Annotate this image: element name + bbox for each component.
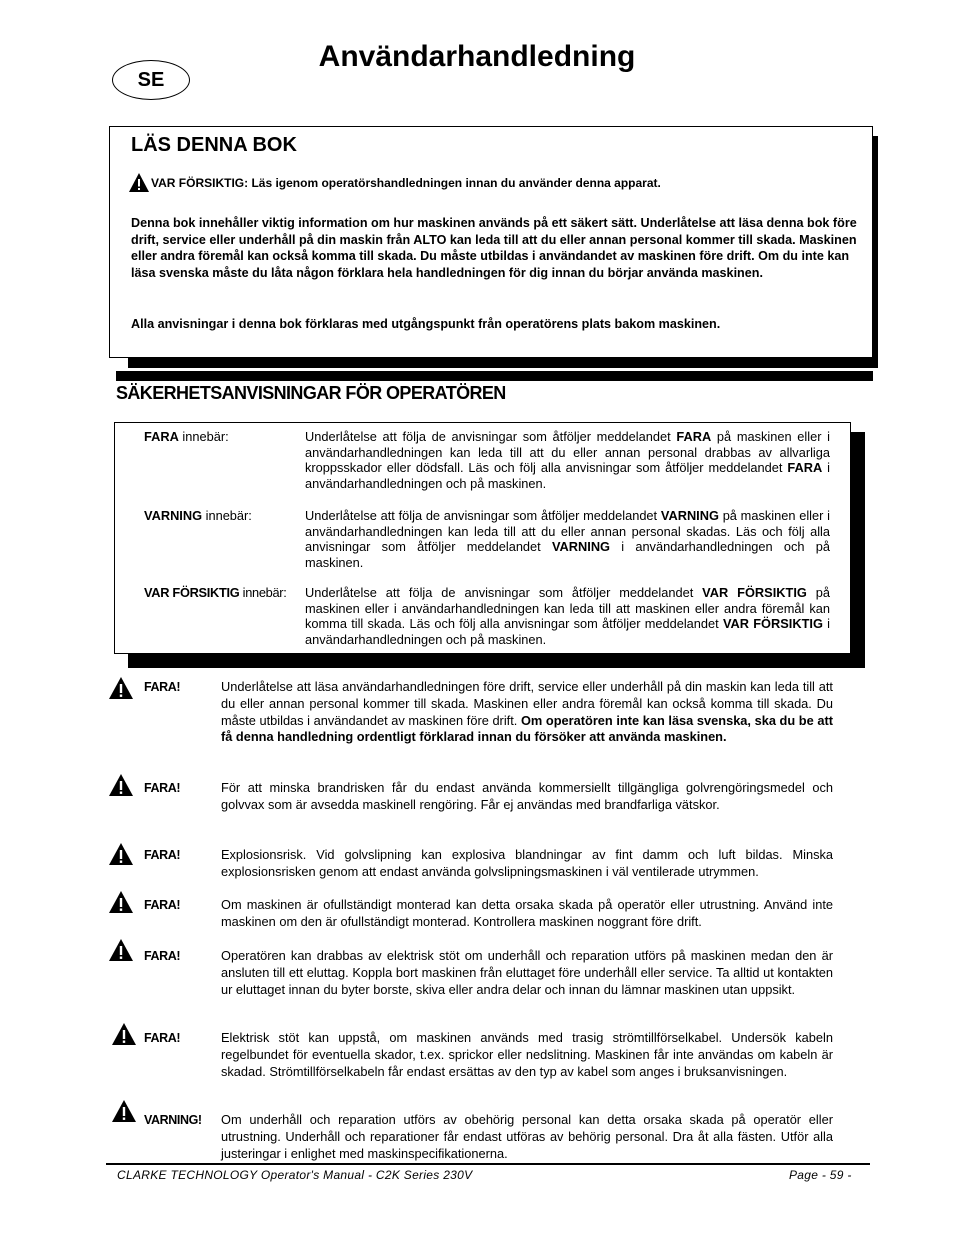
warning-label: FARA! [144, 898, 181, 912]
warning-text: För att minska brandrisken får du endast använda kommersiellt tillgängliga golvrengöringsmedel och golvvax som är avsedda maskinell rengöring. Får ej användas med brandfarliga vätskor. [221, 780, 833, 812]
emphasis-text: VAR FÖRSIKTIG [722, 616, 823, 632]
read-box-paragraph-2: Alla anvisningar i denna bok förklaras med utgångspunkt från operatörens plats bakom maskinen. [131, 317, 721, 331]
warning-text: Underlåtelse att läsa användarhandledningen före drift, service eller underhåll på din maskin kan leda till att du eller annan personal kommer till skada. Maskinen eller andra föremål kan också komma till skada. Du måste utbildas i användandet av maskinen före drift. Om operatören inte kan läsa svenska, ska du be att få denna handledning ordentligt förklarad innan du försöker att använda maskinen. [221, 679, 833, 745]
warning-triangle-icon [108, 842, 134, 866]
section-divider-bar [116, 371, 873, 381]
emphasis-text: VARNING [660, 508, 719, 523]
definition-term: FARA innebär: [144, 429, 229, 444]
warning-label: FARA! [144, 848, 181, 862]
warning-text: Om underhåll och reparation utförs av obehörig personal kan detta orsaka skada på operatör eller utrustning. Underhåll och reparationer får endast utföras av behörig personal. Dra åt alla fästen. Utför alla justeringar i enlighet med maskinspecifikationerna. [221, 1112, 833, 1161]
warning-triangle-icon [111, 1099, 137, 1123]
warning-triangle-icon [108, 938, 134, 962]
warning-label: FARA! [144, 1031, 181, 1045]
section-title: SÄKERHETSANVISNINGAR FÖR OPERATÖREN [116, 383, 506, 403]
warning-triangle-icon [108, 773, 134, 797]
emphasis-text: FARA [787, 460, 823, 476]
footer-page-number: Page - 59 - [789, 1168, 852, 1182]
warning-text: Operatören kan drabbas av elektrisk stöt om underhåll och reparation utförs på maskinen medan den är ansluten till ett eluttag. Koppla bort maskinen från eluttaget före underhåll eller service. Ta alltid ut kontakten ur eluttaget innan du byter borste, skiva eller andra delar och innan du lämnar maskinen utan uppsikt. [221, 948, 833, 997]
warning-triangle-icon [108, 676, 134, 700]
emphasis-text: VAR FÖRSIKTIG [702, 585, 807, 600]
warning-triangle-icon [108, 890, 134, 914]
definition-description: Underlåtelse att följa de anvisningar som åtföljer meddelandet FARA på maskinen eller i användarhandledningen kan leda till att du eller annan personal drabbas av allvarliga kroppsskador eller dödsfall. Läs och följ alla anvisningar som åtföljer meddelandet FARA i användarhandledningen och på maskinen. [305, 429, 831, 492]
read-box-title: LÄS DENNA BOK [131, 134, 297, 156]
language-code: SE [137, 68, 165, 91]
caution-text: VAR FÖRSIKTIG: Läs igenom operatörshandledningen innan du använder denna apparat. [151, 176, 661, 190]
definition-description: Underlåtelse att följa de anvisningar som åtföljer meddelandet VAR FÖRSIKTIG på maskinen eller i användarhandledningen kan leda till att maskinen eller andra föremål kan komma till skada. Läs och följ alla anvisningar som åtföljer meddelandet VAR FÖRSIKTIG i användarhandledningen och på maskinen. [305, 585, 831, 648]
caution-line [128, 172, 661, 193]
definition-description: Underlåtelse att följa de anvisningar som åtföljer meddelandet VARNING på maskinen eller i användarhandledningen kan leda till att du eller annan personal skadas. Läs och följ alla anvisningar som åtföljer meddelandet VARNING i användarhandledningen och på maskinen. [305, 508, 830, 571]
warning-text: Om maskinen är ofullständigt monterad kan detta orsaka skada på operatör eller utrustning. Använd inte maskinen om den är ofullständigt monterad. Kontrollera maskinen noggrant före drift. [221, 897, 833, 929]
emphasis-text: FARA [676, 429, 712, 444]
warning-text: Elektrisk stöt kan uppstå, om maskinen används med trasig strömtillförselkabel. Undersök kabeln regelbundet för eventuella skador, t.ex. sprickor eller nedslitning. Maskinen får inte användas om kabeln är skadad. Strömtillförselkabeln får endast ersättas av den typ av kabel som anges i bruksanvisningen. [221, 1030, 833, 1079]
footer-rule [106, 1163, 870, 1165]
warning-label: FARA! [144, 680, 181, 694]
warning-label: FARA! [144, 781, 181, 795]
warning-label: VARNING! [144, 1113, 202, 1127]
emphasis-text: VARNING [551, 539, 611, 555]
warning-label: FARA! [144, 949, 181, 963]
warning-triangle-icon [128, 172, 150, 193]
definition-term: VAR FÖRSIKTIG innebär: [144, 585, 287, 600]
page-title: Användarhandledning [318, 40, 636, 73]
read-box-paragraph-1: Denna bok innehåller viktig information om hur maskinen används på ett säkert sätt. Underlåtelse att läsa denna bok före drift, service eller underhåll på din maskin från ALTO kan leda till att du eller annan personal kommer till skada. Maskinen eller andra föremål kan också komma till skada. Du måste utbildas i användandet av maskinen före drift. Om du inte kan läsa svenska måste du låta någon förklara hela handledningen för dig innan du börjar använda maskinen. [131, 216, 857, 281]
emphasis-text: Om operatören inte kan läsa svenska, ska du be att få denna handledning ordentligt förklarad innan du försöker att använda maskinen. [221, 712, 833, 745]
warning-triangle-icon [111, 1022, 137, 1046]
warning-text: Explosionsrisk. Vid golvslipning kan explosiva blandningar av fint damm och luft bildas. Minska explosionsrisken genom att endast använda golvslipningsmaskinen i väl ventilerade utrymmen. [221, 847, 833, 879]
definition-term: VARNING innebär: [144, 508, 252, 523]
footer-manual-title: CLARKE TECHNOLOGY Operator's Manual - C2K Series 230V [117, 1168, 473, 1182]
